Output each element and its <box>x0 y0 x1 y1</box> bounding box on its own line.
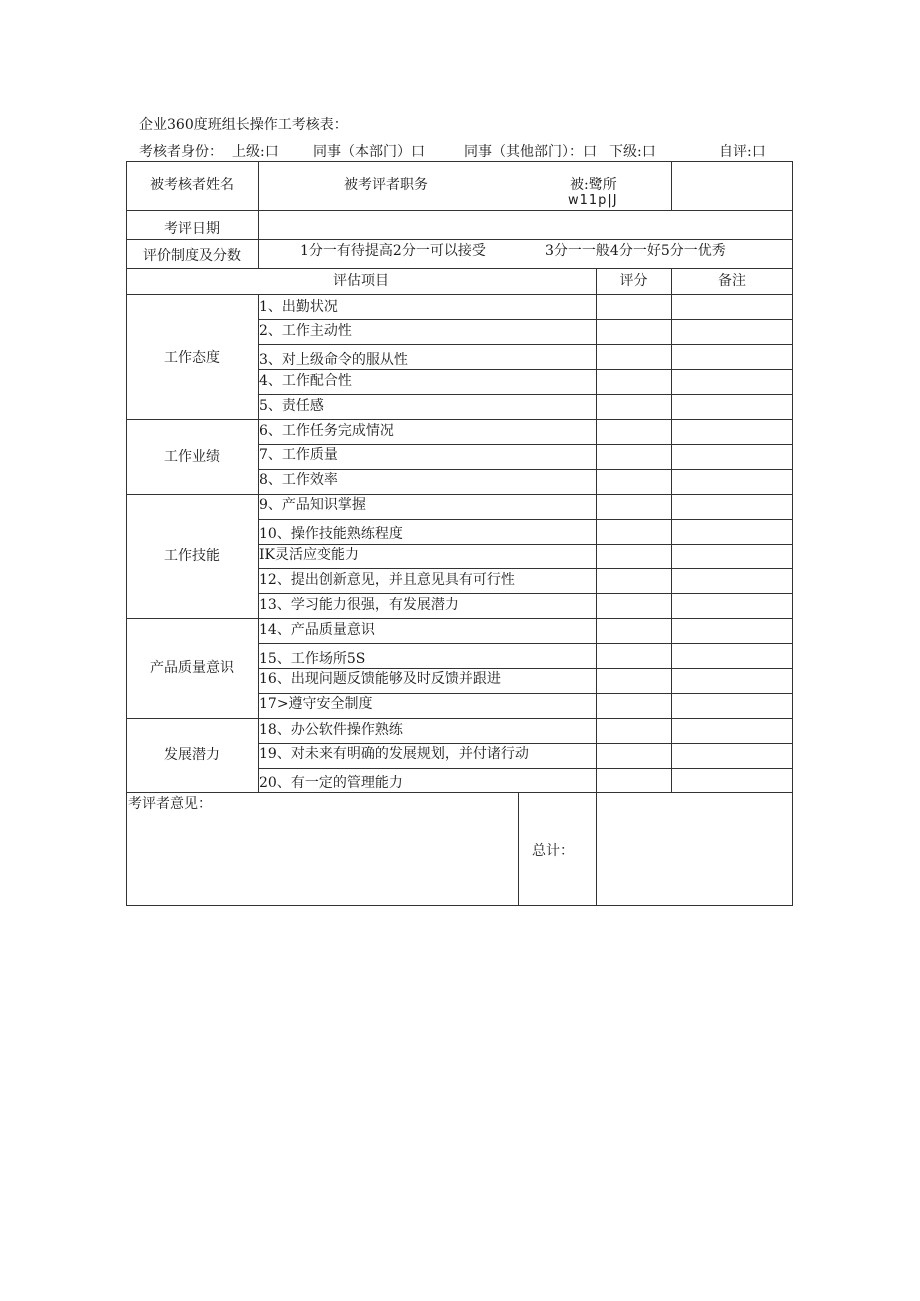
item-label: 13、学习能力很强，有发展潜力 <box>259 597 459 613</box>
option-label: 同事（本部门） <box>313 144 411 160</box>
scale-text-1: 1分一有待提高2分一可以接受 <box>300 243 486 259</box>
category-quality: 产品质量意识 <box>150 660 234 676</box>
header-item: 评估项目 <box>333 273 389 289</box>
header-score: 评分 <box>619 273 648 289</box>
row-divider <box>126 268 793 269</box>
total-value-field[interactable] <box>598 794 791 904</box>
item-label: 10、操作技能熟练程度 <box>259 526 403 542</box>
row-divider <box>126 294 793 295</box>
date-value-field[interactable] <box>260 212 791 238</box>
item-label: 7、工作质量 <box>259 447 338 463</box>
item-label: 2、工作主动性 <box>259 323 352 339</box>
item-label: IK灵活应变能力 <box>259 547 359 563</box>
dept-label-line2: w11p|J <box>568 193 618 208</box>
category-performance: 工作业绩 <box>164 449 220 465</box>
item-label: 3、对上级命令的服从性 <box>259 352 408 368</box>
item-divider <box>258 469 793 470</box>
dept-label-line1: 被:鹭所 <box>570 177 617 193</box>
row-divider <box>126 718 793 719</box>
name-value-field[interactable] <box>260 163 340 208</box>
name-label: 被考核者姓名 <box>150 177 234 193</box>
row-divider <box>126 239 793 240</box>
option-label: 下级: <box>609 144 642 160</box>
item-divider <box>258 693 793 694</box>
opinion-label: 考评者意见： <box>128 796 212 812</box>
checkbox[interactable]: 口 <box>583 144 597 160</box>
item-label: 17>遵守安全制度 <box>259 696 373 712</box>
item-label: 18、办公软件操作熟练 <box>259 722 403 738</box>
col-divider <box>671 161 672 210</box>
item-label: 5、责任感 <box>259 398 324 414</box>
item-divider <box>258 768 793 769</box>
checkbox[interactable]: 口 <box>641 144 656 160</box>
col-divider <box>671 268 672 792</box>
position-label: 被考评者职务 <box>344 177 428 193</box>
category-potential: 发展潜力 <box>164 747 220 763</box>
item-label: 20、有一定的管理能力 <box>259 775 403 791</box>
identity-option-subordinate[interactable] <box>609 144 656 160</box>
item-divider <box>258 593 793 594</box>
item-divider <box>258 544 793 545</box>
item-divider <box>258 519 793 520</box>
row-divider <box>126 792 793 793</box>
item-label: 16、出现问题反馈能够及时反馈并跟进 <box>259 671 501 687</box>
date-label: 考评日期 <box>164 221 220 237</box>
category-skills: 工作技能 <box>164 548 220 564</box>
item-divider <box>258 319 793 320</box>
col-divider <box>258 161 259 268</box>
row-divider <box>126 494 793 495</box>
form-title: 企业360度班组长操作工考核表： <box>139 117 348 133</box>
option-label: 同事（其他部门）： <box>464 144 583 160</box>
item-label: 9、产品知识掌握 <box>259 497 366 513</box>
total-label: 总计： <box>532 843 574 859</box>
item-divider <box>258 668 793 669</box>
item-label: 15、工作场所5S <box>259 651 366 667</box>
item-label: 4、工作配合性 <box>259 373 352 389</box>
col-divider <box>596 268 597 906</box>
identity-option-self[interactable] <box>719 144 766 160</box>
identity-option-peer-other-dept[interactable] <box>464 144 597 160</box>
scale-label: 评价制度及分数 <box>143 248 241 264</box>
option-label: 自评: <box>719 144 752 160</box>
option-label: 上级: <box>232 144 265 160</box>
checkbox[interactable]: 口 <box>411 144 425 160</box>
item-label: 12、提出创新意见，并且意见具有可行性 <box>259 572 515 588</box>
identity-option-peer-same-dept[interactable] <box>313 144 425 160</box>
col-divider <box>518 792 519 906</box>
header-remark: 备注 <box>718 273 746 289</box>
row-divider <box>126 419 793 420</box>
item-label: 19、对未来有明确的发展规划，并付诸行动 <box>259 746 529 762</box>
item-label: 8、工作效率 <box>259 472 338 488</box>
checkbox[interactable]: 口 <box>264 144 279 160</box>
row-divider <box>126 618 793 619</box>
item-divider <box>258 394 793 395</box>
item-divider <box>258 369 793 370</box>
dept-value-field[interactable] <box>673 163 791 208</box>
checkbox[interactable]: 口 <box>751 144 766 160</box>
scale-text-2: 3分一一般4分一好5分一优秀 <box>545 243 726 259</box>
row-divider <box>126 210 793 211</box>
item-divider <box>258 643 793 644</box>
item-label: 14、产品质量意识 <box>259 622 375 638</box>
item-divider <box>258 743 793 744</box>
opinion-field[interactable] <box>128 814 516 904</box>
col-divider <box>258 294 259 792</box>
identity-label: 考核者身份： <box>139 144 223 160</box>
item-divider <box>258 568 793 569</box>
identity-option-superior[interactable] <box>232 144 279 160</box>
item-divider <box>258 444 793 445</box>
item-label: 1、出勤状况 <box>259 299 338 315</box>
category-attitude: 工作态度 <box>164 350 220 366</box>
item-label: 6、工作任务完成情况 <box>259 423 394 439</box>
item-divider <box>258 344 793 345</box>
